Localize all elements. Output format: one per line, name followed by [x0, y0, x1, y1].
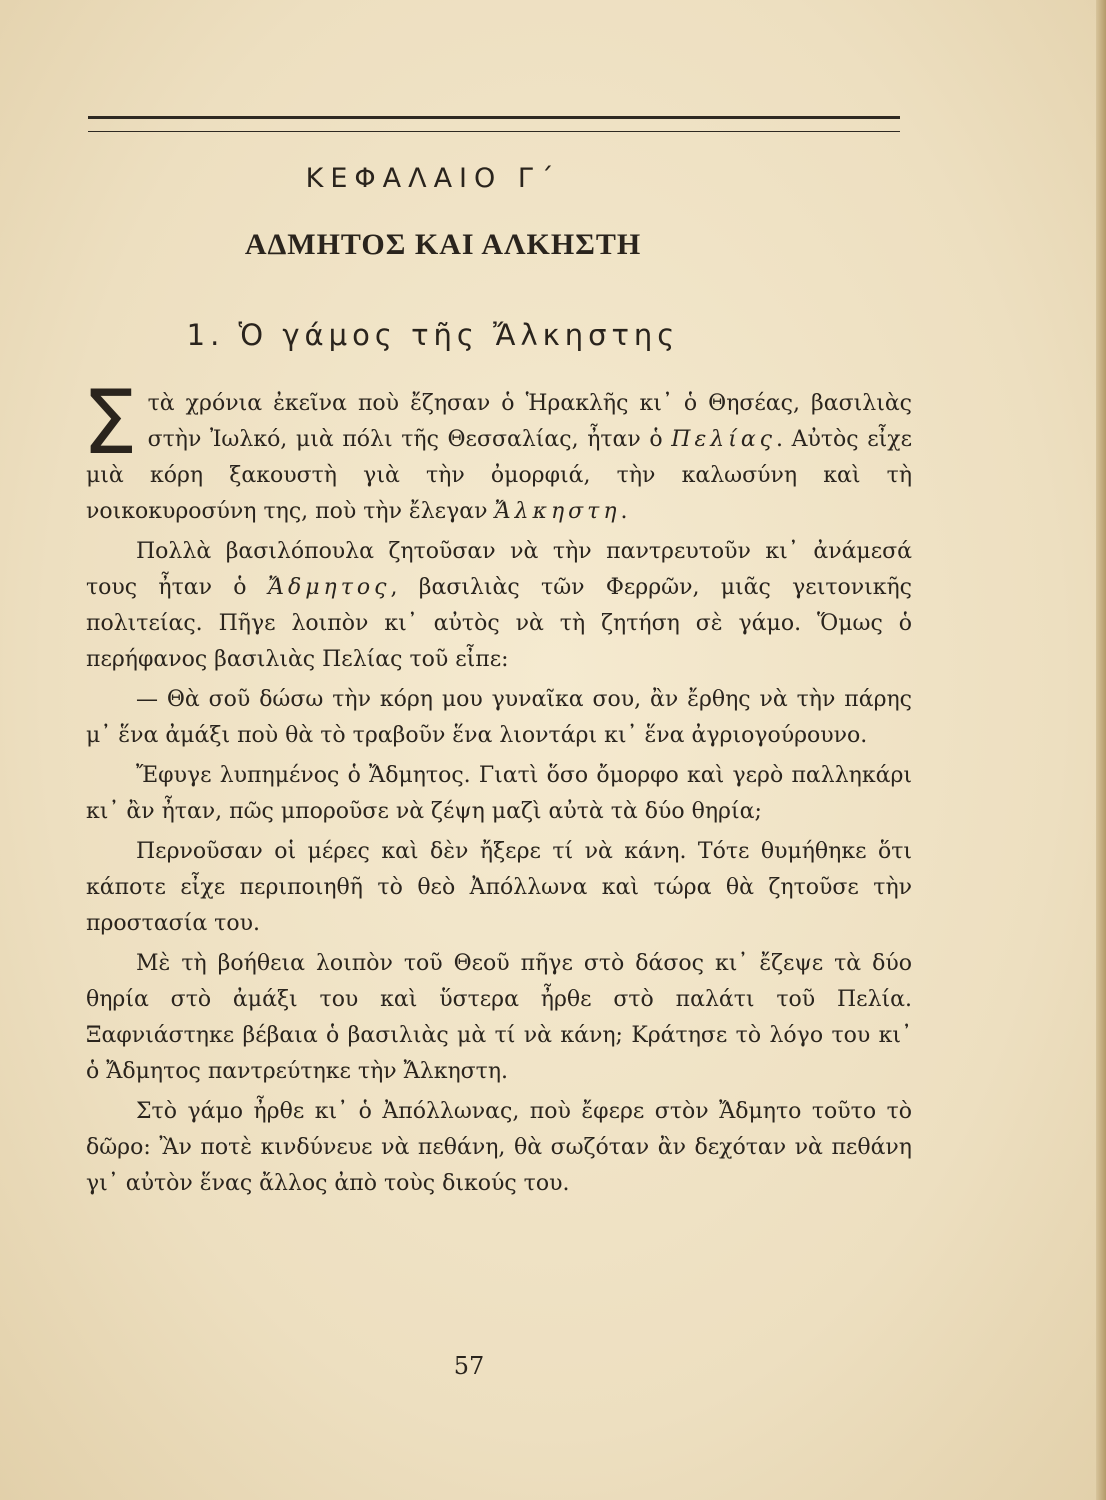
name-admitos: Ἄδμητος: [267, 575, 391, 600]
paragraph-4: Ἔφυγε λυπημένος ὁ Ἄδμητος. Γιατὶ ὅσο ὄμορφο καὶ γερὸ παλληκάρι κι᾽ ἂν ἦταν, πῶς μποροῦσε νὰ ζέψη μαζὶ αὐτὰ τὰ δύο θηρία;: [86, 763, 912, 824]
paragraph-1-text-b: . Αὐτὸς εἶχε μιὰ κόρη ξακουστὴ γιὰ τὴν ὀμορφιά, τὴν καλωσύνη καὶ τὴ νοικοκυροσύνη της, ποὺ τὴν ἔλεγαν: [86, 427, 912, 524]
paragraph-2: [86, 534, 912, 678]
chapter-title: ΑΔΜΗΤΟΣ ΚΑΙ ΑΛΚΗΣΤΗ: [244, 228, 642, 261]
paragraph-2-text-b: , βασιλιὰς τῶν Φερρῶν, μιᾶς γειτονικῆς πολιτείας. Πῆγε λοιπὸν κι᾽ αὐτὸς νὰ τὴ ζητήση σὲ γάμο. Ὅμως ὁ περήφανος βασιλιὰς Πελίας τοῦ εἶπε:: [86, 575, 912, 672]
body-text: [82, 371, 912, 1202]
page-edge: [1096, 0, 1106, 1500]
chapter-heading: ΚΕΦΑΛΑΙΟ Γ΄: [305, 163, 561, 194]
name-alkisti: Ἄλκηστη: [494, 499, 621, 524]
page-number: 57: [453, 1352, 485, 1380]
paragraph-2-text-a: Πολλὰ βασιλόπουλα ζητοῦσαν νὰ τὴν παντρευτοῦν κι᾽ ἀνάμεσά τους ἦταν ὁ: [86, 539, 912, 600]
name-pelias: Πελίας: [671, 427, 777, 452]
header-rule: [88, 116, 900, 132]
paragraph-5: Περνοῦσαν οἱ μέρες καὶ δὲν ἤξερε τί νὰ κάνη. Τότε θυμήθηκε ὅτι κάποτε εἶχε περιποιηθῆ τὸ θεὸ Ἀπόλλωνα καὶ τώρα θὰ ζητοῦσε τὴν προστασία του.: [86, 839, 912, 936]
paragraph-3: — Θὰ σοῦ δώσω τὴν κόρη μου γυναῖκα σου, ἂν ἔρθης νὰ τὴν πάρης μ᾽ ἕνα ἀμάξι ποὺ θὰ τὸ τραβοῦν ἕνα λιοντάρι κι᾽ ἕνα ἀγριογούρουνο.: [86, 687, 912, 748]
drop-cap: Σ: [82, 371, 138, 474]
paragraph-1: [82, 371, 912, 530]
section-heading: 1. Ὁ γάμος τῆς Ἄλκηστης: [186, 318, 680, 352]
paragraph-1-text-a: τὰ χρόνια ἐκεῖνα ποὺ ἔζησαν ὁ Ἡρακλῆς κι᾽ ὁ Θησέας, βασιλιὰς στὴν Ἰωλκό, μιὰ πόλι τῆς Θεσσαλίας, ἦταν ὁ: [147, 391, 912, 452]
paragraph-1-text-c: .: [620, 499, 628, 524]
paragraph-6: Μὲ τὴ βοήθεια λοιπὸν τοῦ Θεοῦ πῆγε στὸ δάσος κι᾽ ἔζεψε τὰ δύο θηρία στὸ ἀμάξι του καὶ ὕστερα ἦρθε στὸ παλάτι τοῦ Πελία. Ξαφνιάστηκε βέβαια ὁ βασιλιὰς μὰ τί νὰ κάνη; Κράτησε τὸ λόγο του κι᾽ ὁ Ἄδμητος παντρεύτηκε τὴν Ἄλκηστη.: [86, 951, 912, 1084]
paragraph-7: Στὸ γάμο ἦρθε κι᾽ ὁ Ἀπόλλωνας, ποὺ ἔφερε στὸν Ἄδμητο τοῦτο τὸ δῶρο: Ἂν ποτὲ κινδύνευε νὰ πεθάνη, θὰ σωζόταν ἂν δεχόταν νὰ πεθάνη γι᾽ αὐτὸν ἕνας ἄλλος ἀπὸ τοὺς δικούς του.: [86, 1099, 912, 1196]
